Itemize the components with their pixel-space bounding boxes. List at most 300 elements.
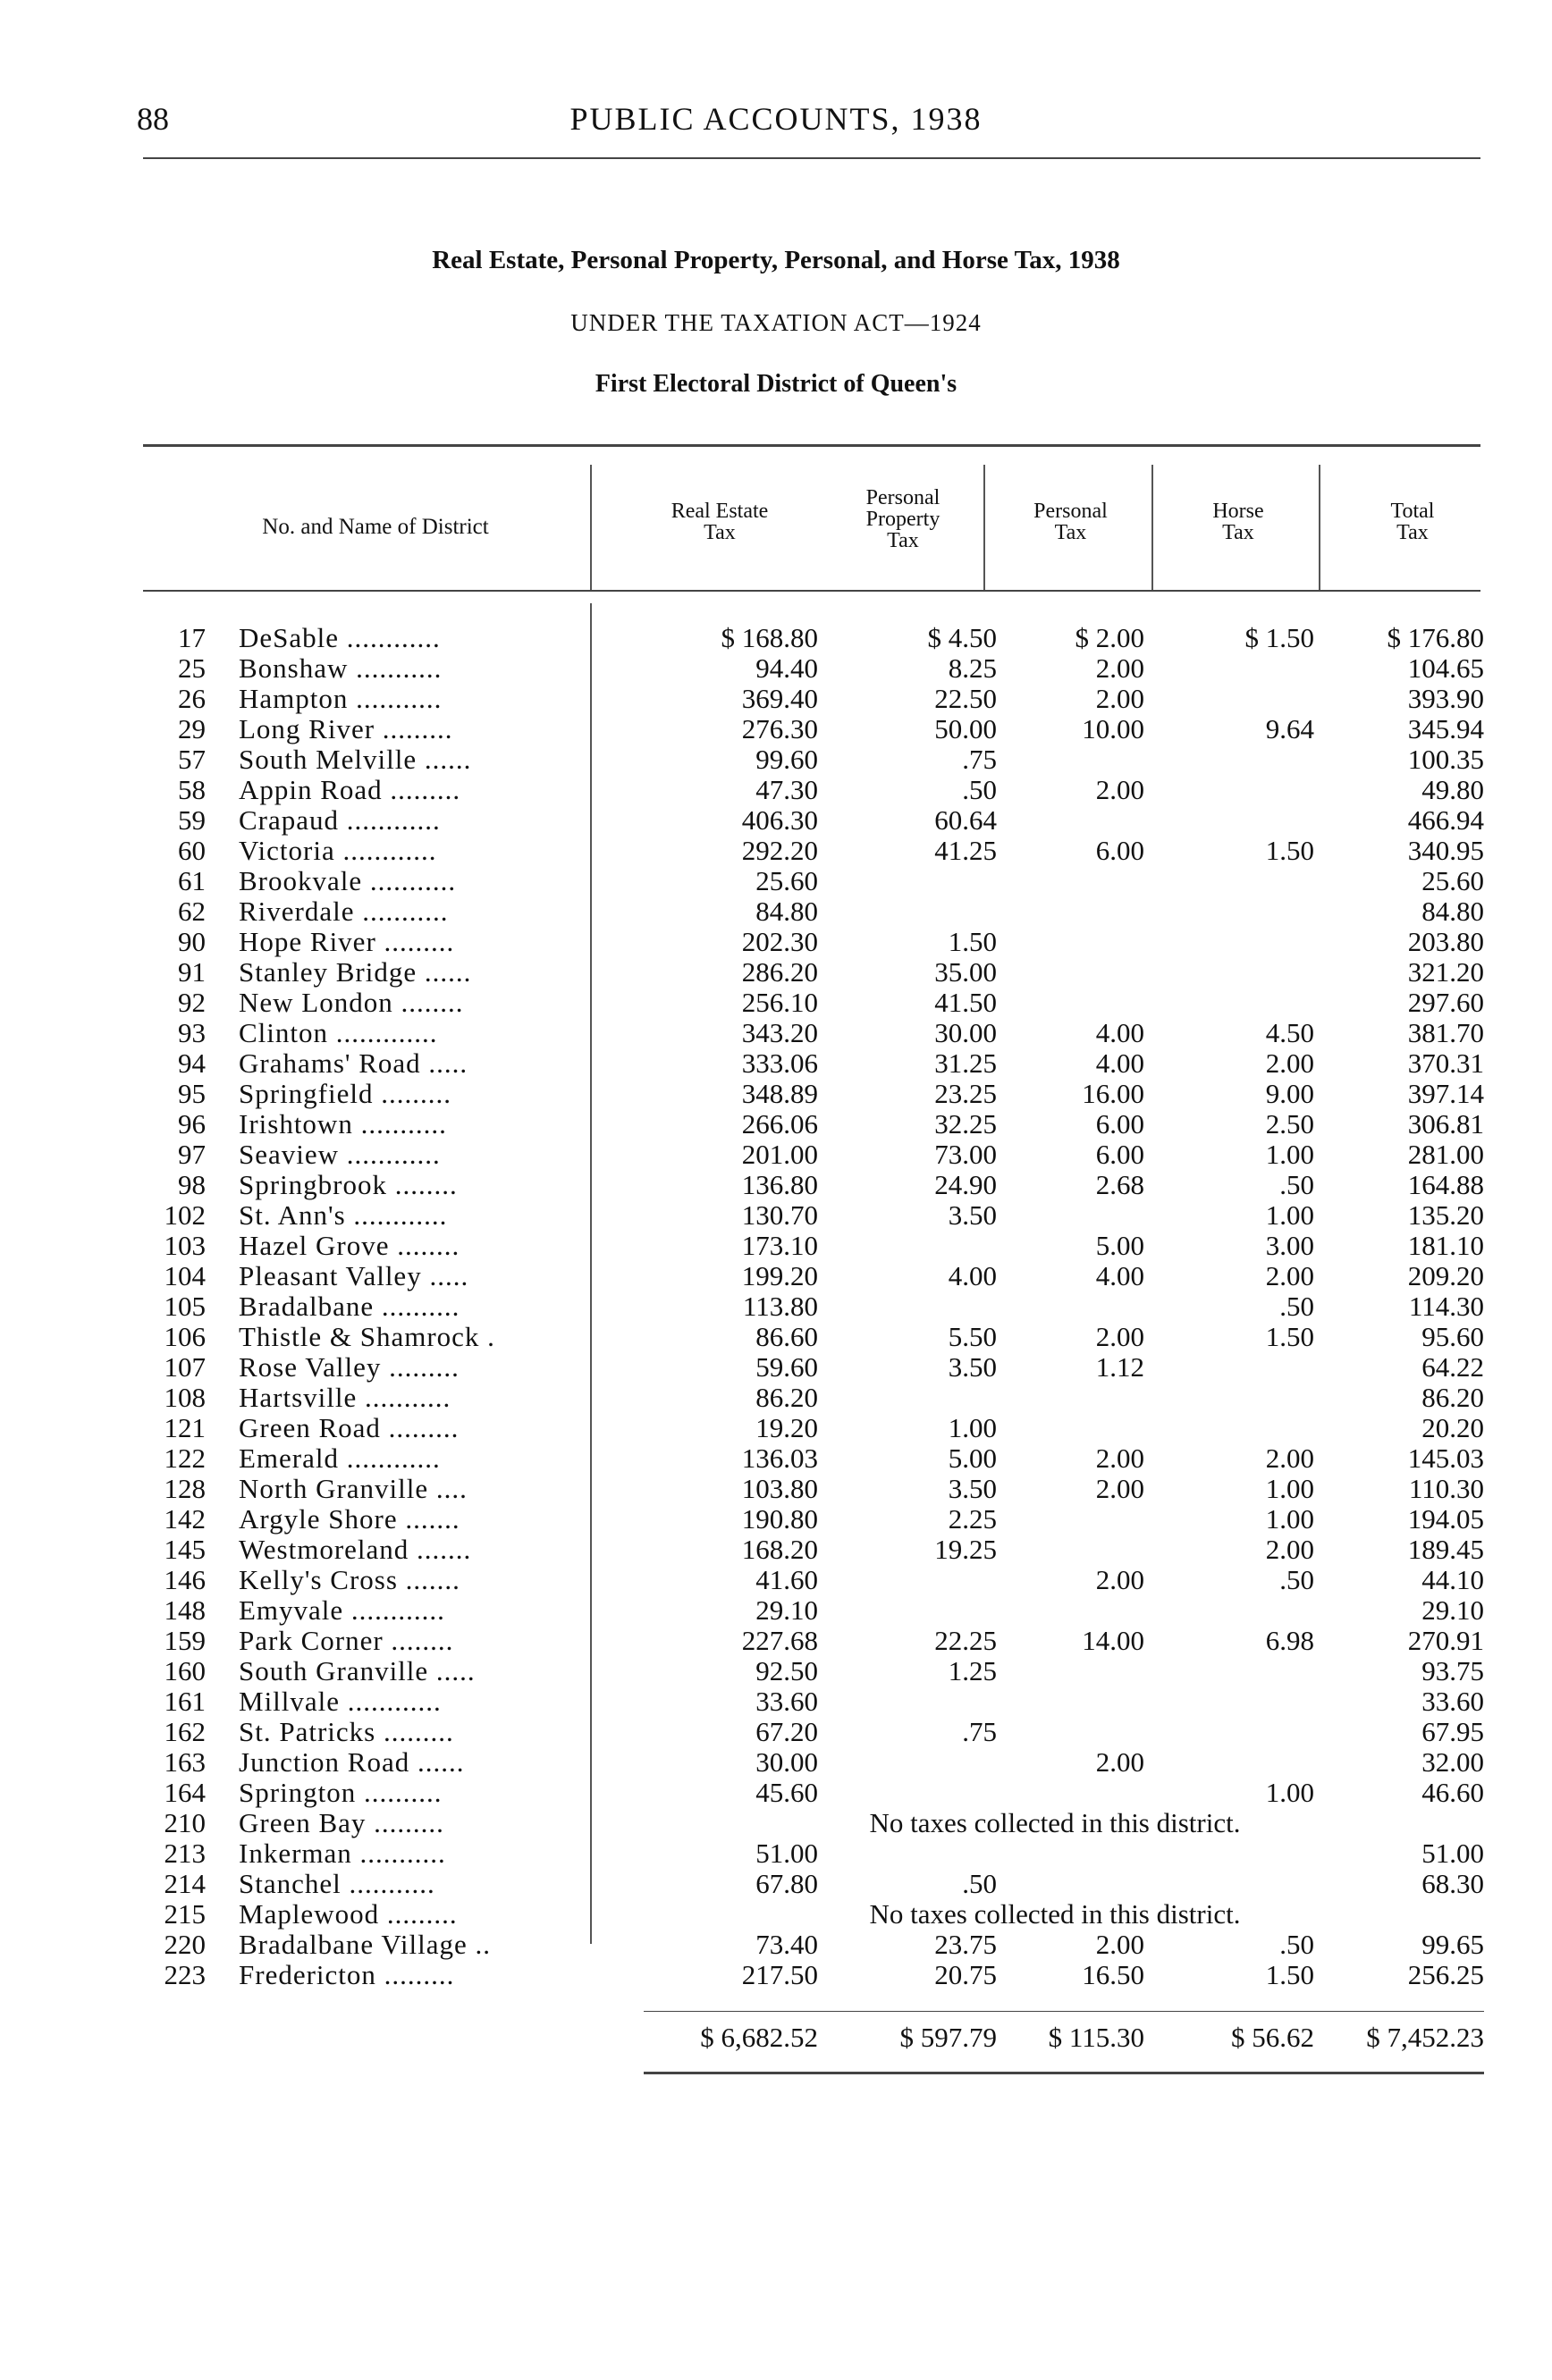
real-estate-tax: 33.60 (755, 1686, 818, 1717)
district-name: DeSable ............ (239, 623, 441, 653)
real-estate-tax: $ 168.80 (721, 622, 818, 653)
district-name: Inkerman ........... (239, 1838, 446, 1869)
real-estate-tax: 136.80 (741, 1169, 818, 1200)
district-name: Emerald ............ (239, 1443, 441, 1474)
total-tax: 194.05 (1407, 1503, 1484, 1535)
horse-tax: 2.00 (1265, 1260, 1314, 1291)
personal-property-tax: .75 (962, 744, 997, 775)
personal-property-tax: $ 4.50 (927, 622, 997, 653)
district-title: First Electoral District of Queen's (595, 370, 957, 398)
district-number: 92 (178, 987, 206, 1018)
district-name: Riverdale ........... (239, 896, 449, 927)
table-row (0, 1443, 1552, 1474)
total-tax: 256.25 (1407, 1959, 1484, 1990)
header-horse: Horse Tax (1212, 500, 1264, 544)
total-tax: 270.91 (1407, 1625, 1484, 1656)
total-tax: 306.81 (1407, 1108, 1484, 1140)
district-number: 105 (164, 1291, 206, 1322)
header-real-estate: Real Estate Tax (671, 500, 769, 544)
personal-property-tax: 1.25 (948, 1655, 997, 1686)
real-estate-tax: 94.40 (755, 652, 818, 684)
district-name: Rose Valley ......... (239, 1352, 460, 1383)
header-personal-property: Personal Property Tax (865, 486, 940, 552)
personal-property-tax: 41.50 (934, 987, 997, 1018)
no-taxes-note: No taxes collected in this district. (869, 1898, 1241, 1930)
horse-tax: 9.64 (1265, 713, 1314, 744)
district-name: Green Road ......... (239, 1413, 460, 1443)
table-row (0, 1869, 1552, 1899)
real-estate-tax: 99.60 (755, 744, 818, 775)
page-header (0, 100, 1552, 145)
table-row (0, 1291, 1552, 1322)
total-tax: 281.00 (1407, 1139, 1484, 1170)
personal-property-tax: 35.00 (934, 956, 997, 988)
district-number: 59 (178, 804, 206, 836)
horse-tax: 9.00 (1265, 1078, 1314, 1109)
total-tax: 64.22 (1421, 1351, 1484, 1383)
personal-tax: 2.00 (1095, 1442, 1144, 1474)
real-estate-tax: 227.68 (741, 1625, 818, 1656)
table-row (0, 1079, 1552, 1109)
district-number: 90 (178, 926, 206, 957)
table-row (0, 1717, 1552, 1747)
table-row (0, 1261, 1552, 1291)
total-tax: 51.00 (1421, 1838, 1484, 1869)
district-number: 163 (164, 1746, 206, 1778)
horse-tax: 1.50 (1265, 835, 1314, 866)
district-name: Green Bay ......... (239, 1808, 444, 1838)
personal-property-tax: 1.00 (948, 1412, 997, 1443)
total-tax: 93.75 (1421, 1655, 1484, 1686)
column-rule (1319, 465, 1320, 590)
real-estate-tax: 333.06 (741, 1047, 818, 1079)
personal-property-tax: .50 (962, 774, 997, 805)
horse-tax: .50 (1279, 1291, 1314, 1322)
total-personal: $ 115.30 (1048, 2022, 1144, 2053)
total-tax: 297.60 (1407, 987, 1484, 1018)
district-number: 145 (164, 1534, 206, 1565)
district-name: Grahams' Road ..... (239, 1048, 468, 1079)
table-row (0, 1899, 1552, 1930)
real-estate-tax: 190.80 (741, 1503, 818, 1535)
district-name: Stanchel ........... (239, 1869, 435, 1899)
table-row (0, 1656, 1552, 1686)
real-estate-tax: 173.10 (741, 1230, 818, 1261)
district-number: 108 (164, 1382, 206, 1413)
horse-tax: 1.00 (1265, 1503, 1314, 1535)
total-tax: 203.80 (1407, 926, 1484, 957)
district-number: 58 (178, 774, 206, 805)
horse-tax: 1.00 (1265, 1473, 1314, 1504)
personal-property-tax: 3.50 (948, 1473, 997, 1504)
district-number: 148 (164, 1594, 206, 1626)
horse-tax: 1.00 (1265, 1199, 1314, 1231)
real-estate-tax: 92.50 (755, 1655, 818, 1686)
table-row (0, 805, 1552, 836)
real-estate-tax: 29.10 (755, 1594, 818, 1626)
personal-property-tax: 24.90 (934, 1169, 997, 1200)
real-estate-tax: 45.60 (755, 1777, 818, 1808)
district-name: North Granville .... (239, 1474, 468, 1504)
table-row (0, 1808, 1552, 1838)
real-estate-tax: 292.20 (741, 835, 818, 866)
table-top-rule (143, 444, 1480, 447)
district-number: 223 (164, 1959, 206, 1990)
table-row (0, 623, 1552, 653)
total-tax: 397.14 (1407, 1078, 1484, 1109)
district-name: Springton .......... (239, 1778, 443, 1808)
personal-property-tax: .50 (962, 1868, 997, 1899)
table-row (0, 1200, 1552, 1231)
personal-tax: 16.50 (1082, 1959, 1144, 1990)
district-number: 161 (164, 1686, 206, 1717)
real-estate-tax: 41.60 (755, 1564, 818, 1595)
real-estate-tax: 286.20 (741, 956, 818, 988)
table-row (0, 1231, 1552, 1261)
total-real-estate: $ 6,682.52 (700, 2022, 818, 2053)
district-number: 107 (164, 1351, 206, 1383)
table-row (0, 684, 1552, 714)
total-tax: 84.80 (1421, 896, 1484, 927)
district-number: 104 (164, 1260, 206, 1291)
column-rule (590, 465, 592, 590)
district-name: Hazel Grove ........ (239, 1231, 460, 1261)
personal-property-tax: 22.50 (934, 683, 997, 714)
real-estate-tax: 113.80 (742, 1291, 818, 1322)
table-body (0, 623, 1552, 1990)
table-row (0, 1960, 1552, 1990)
total-tax: 29.10 (1421, 1594, 1484, 1626)
table-row (0, 1383, 1552, 1413)
district-name: Argyle Shore ....... (239, 1504, 460, 1535)
district-number: 121 (164, 1412, 206, 1443)
total-tax: 95.60 (1421, 1321, 1484, 1352)
district-name: St. Patricks ......... (239, 1717, 454, 1747)
total-tax: 49.80 (1421, 774, 1484, 805)
personal-tax: 4.00 (1095, 1017, 1144, 1048)
district-number: 164 (164, 1777, 206, 1808)
total-horse: $ 56.62 (1231, 2022, 1314, 2053)
column-rule (1151, 465, 1153, 590)
district-name: South Melville ...... (239, 744, 472, 775)
personal-tax: 2.00 (1095, 1321, 1144, 1352)
total-tax: 189.45 (1407, 1534, 1484, 1565)
real-estate-tax: 266.06 (741, 1108, 818, 1140)
personal-property-tax: 50.00 (934, 713, 997, 744)
real-estate-tax: 201.00 (741, 1139, 818, 1170)
header-name: No. and Name of District (262, 515, 489, 539)
personal-tax: 5.00 (1095, 1230, 1144, 1261)
total-tax: $ 176.80 (1387, 622, 1484, 653)
horse-tax: 2.50 (1265, 1108, 1314, 1140)
table-row (0, 957, 1552, 988)
personal-property-tax: 3.50 (948, 1199, 997, 1231)
district-name: Clinton ............. (239, 1018, 438, 1048)
table-row (0, 1778, 1552, 1808)
total-tax: 209.20 (1407, 1260, 1484, 1291)
total-tax: 370.31 (1407, 1047, 1484, 1079)
real-estate-tax: 276.30 (741, 713, 818, 744)
personal-property-tax: 41.25 (934, 835, 997, 866)
total-tax: 164.88 (1407, 1169, 1484, 1200)
horse-tax: .50 (1279, 1169, 1314, 1200)
real-estate-tax: 348.89 (741, 1078, 818, 1109)
horse-tax: 1.00 (1265, 1777, 1314, 1808)
personal-tax: 2.00 (1095, 1473, 1144, 1504)
table-row (0, 988, 1552, 1018)
total-tax: 86.20 (1421, 1382, 1484, 1413)
district-name: Seaview ............ (239, 1140, 441, 1170)
district-name: South Granville ..... (239, 1656, 476, 1686)
district-number: 57 (178, 744, 206, 775)
table-row (0, 775, 1552, 805)
table-subtitle: UNDER THE TAXATION ACT—1924 (570, 309, 982, 336)
personal-property-tax: 30.00 (934, 1017, 997, 1048)
district-number: 26 (178, 683, 206, 714)
district-number: 102 (164, 1199, 206, 1231)
district-number: 103 (164, 1230, 206, 1261)
real-estate-tax: 202.30 (741, 926, 818, 957)
horse-tax: 4.50 (1265, 1017, 1314, 1048)
personal-property-tax: 22.25 (934, 1625, 997, 1656)
personal-property-tax: 5.00 (948, 1442, 997, 1474)
district-number: 162 (164, 1716, 206, 1747)
personal-tax: 10.00 (1082, 713, 1144, 744)
personal-property-tax: 5.50 (948, 1321, 997, 1352)
horse-tax: 2.00 (1265, 1047, 1314, 1079)
district-number: 159 (164, 1625, 206, 1656)
personal-property-tax: 3.50 (948, 1351, 997, 1383)
table-row (0, 836, 1552, 866)
real-estate-tax: 369.40 (741, 683, 818, 714)
real-estate-tax: 343.20 (741, 1017, 818, 1048)
total-tax: 135.20 (1407, 1199, 1484, 1231)
table-row (0, 1413, 1552, 1443)
district-number: 122 (164, 1442, 206, 1474)
total-tax: 33.60 (1421, 1686, 1484, 1717)
district-name: Junction Road ...... (239, 1747, 465, 1778)
personal-tax: 2.00 (1095, 774, 1144, 805)
table-row (0, 1018, 1552, 1048)
personal-property-tax: 2.25 (948, 1503, 997, 1535)
total-tax: 68.30 (1421, 1868, 1484, 1899)
personal-property-tax: 23.75 (934, 1929, 997, 1960)
real-estate-tax: 256.10 (741, 987, 818, 1018)
table-row (0, 1474, 1552, 1504)
total-tax: 25.60 (1421, 865, 1484, 896)
district-name: Long River ......... (239, 714, 453, 744)
total-tax: 181.10 (1407, 1230, 1484, 1261)
total-tax: 321.20 (1407, 956, 1484, 988)
personal-property-tax: 60.64 (934, 804, 997, 836)
district-name: Westmoreland ....... (239, 1535, 472, 1565)
total-tax: 340.95 (1407, 835, 1484, 866)
district-name: Millvale ............ (239, 1686, 442, 1717)
personal-tax: 1.12 (1095, 1351, 1144, 1383)
table-row (0, 1930, 1552, 1960)
table-row (0, 714, 1552, 744)
total-personal-property: $ 597.79 (899, 2022, 997, 2053)
horse-tax: 1.00 (1265, 1139, 1314, 1170)
district-name: Appin Road ......... (239, 775, 461, 805)
table-row (0, 744, 1552, 775)
header-bottom-rule (143, 590, 1480, 592)
real-estate-tax: 168.20 (741, 1534, 818, 1565)
table-row (0, 1322, 1552, 1352)
header-total: Total Tax (1390, 500, 1435, 544)
real-estate-tax: 25.60 (755, 865, 818, 896)
total-tax: 110.30 (1408, 1473, 1484, 1504)
district-number: 17 (178, 622, 206, 653)
personal-property-tax: 4.00 (948, 1260, 997, 1291)
total-tax: 20.20 (1421, 1412, 1484, 1443)
district-name: Hartsville ........... (239, 1383, 451, 1413)
horse-tax: 1.50 (1265, 1959, 1314, 1990)
table-row (0, 1626, 1552, 1656)
personal-tax: 4.00 (1095, 1260, 1144, 1291)
table-row (0, 1595, 1552, 1626)
horse-tax: 6.98 (1265, 1625, 1314, 1656)
district-name: Springfield ......... (239, 1079, 451, 1109)
personal-property-tax: 1.50 (948, 926, 997, 957)
real-estate-tax: 217.50 (741, 1959, 818, 1990)
district-name: Hampton ........... (239, 684, 443, 714)
district-name: Irishtown ........... (239, 1109, 447, 1140)
district-name: New London ........ (239, 988, 464, 1018)
district-name: Hope River ......... (239, 927, 455, 957)
district-number: 91 (178, 956, 206, 988)
totals-bottom-rule (644, 2072, 1484, 2074)
district-number: 214 (164, 1868, 206, 1899)
personal-property-tax: 32.25 (934, 1108, 997, 1140)
table-row (0, 1838, 1552, 1869)
district-number: 96 (178, 1108, 206, 1140)
total-tax: 145.03 (1407, 1442, 1484, 1474)
total-tax: 44.10 (1421, 1564, 1484, 1595)
personal-tax: 2.00 (1095, 1746, 1144, 1778)
district-number: 106 (164, 1321, 206, 1352)
personal-tax: 2.00 (1095, 1929, 1144, 1960)
district-number: 25 (178, 652, 206, 684)
horse-tax: 1.50 (1265, 1321, 1314, 1352)
total-tax: 114.30 (1408, 1291, 1484, 1322)
table-row (0, 866, 1552, 896)
table-row (0, 1140, 1552, 1170)
table-row (0, 1535, 1552, 1565)
table-row (0, 1109, 1552, 1140)
page-number: 88 (137, 101, 169, 137)
real-estate-tax: 67.20 (755, 1716, 818, 1747)
district-name: Maplewood ......... (239, 1899, 458, 1930)
district-number: 97 (178, 1139, 206, 1170)
district-number: 128 (164, 1473, 206, 1504)
real-estate-tax: 86.60 (755, 1321, 818, 1352)
district-number: 94 (178, 1047, 206, 1079)
district-name: Pleasant Valley ..... (239, 1261, 469, 1291)
real-estate-tax: 73.40 (755, 1929, 818, 1960)
personal-tax: 16.00 (1082, 1078, 1144, 1109)
district-name: Crapaud ............ (239, 805, 441, 836)
district-name: Stanley Bridge ...... (239, 957, 472, 988)
district-name: Brookvale ........... (239, 866, 457, 896)
table-row (0, 1048, 1552, 1079)
table-row (0, 1504, 1552, 1535)
district-name: Bradalbane .......... (239, 1291, 460, 1322)
district-name: Bonshaw ........... (239, 653, 443, 684)
district-number: 60 (178, 835, 206, 866)
district-number: 62 (178, 896, 206, 927)
total-tax: 99.65 (1421, 1929, 1484, 1960)
table-row (0, 1352, 1552, 1383)
total-tax: 100.35 (1407, 744, 1484, 775)
district-number: 93 (178, 1017, 206, 1048)
district-name: Park Corner ........ (239, 1626, 454, 1656)
table-row (0, 653, 1552, 684)
table-row (0, 1747, 1552, 1778)
total-tax: 345.94 (1407, 713, 1484, 744)
header-rule (143, 157, 1480, 159)
real-estate-tax: 86.20 (755, 1382, 818, 1413)
real-estate-tax: 199.20 (741, 1260, 818, 1291)
personal-tax: $ 2.00 (1075, 622, 1144, 653)
no-taxes-note: No taxes collected in this district. (869, 1807, 1241, 1838)
personal-property-tax: 8.25 (948, 652, 997, 684)
district-name: Fredericton ......... (239, 1960, 455, 1990)
real-estate-tax: 406.30 (741, 804, 818, 836)
district-number: 215 (164, 1898, 206, 1930)
personal-property-tax: 20.75 (934, 1959, 997, 1990)
personal-property-tax: 23.25 (934, 1078, 997, 1109)
total-tax: 104.65 (1407, 652, 1484, 684)
district-name: Kelly's Cross ....... (239, 1565, 460, 1595)
total-tax: 67.95 (1421, 1716, 1484, 1747)
personal-property-tax: 31.25 (934, 1047, 997, 1079)
personal-property-tax: 73.00 (934, 1139, 997, 1170)
district-name: Springbrook ........ (239, 1170, 458, 1200)
table-title: Real Estate, Personal Property, Personal, and Horse Tax, 1938 (432, 246, 1120, 274)
table-row (0, 927, 1552, 957)
personal-tax: 2.00 (1095, 652, 1144, 684)
real-estate-tax: 136.03 (741, 1442, 818, 1474)
real-estate-tax: 59.60 (755, 1351, 818, 1383)
real-estate-tax: 84.80 (755, 896, 818, 927)
personal-tax: 6.00 (1095, 1108, 1144, 1140)
personal-tax: 2.00 (1095, 1564, 1144, 1595)
total-tax: 466.94 (1407, 804, 1484, 836)
horse-tax: 2.00 (1265, 1534, 1314, 1565)
table-row (0, 1686, 1552, 1717)
district-name: Bradalbane Village .. (239, 1930, 491, 1960)
total-tax: 393.90 (1407, 683, 1484, 714)
real-estate-tax: 103.80 (741, 1473, 818, 1504)
personal-tax: 14.00 (1082, 1625, 1144, 1656)
horse-tax: .50 (1279, 1929, 1314, 1960)
district-number: 95 (178, 1078, 206, 1109)
district-name: St. Ann's ............ (239, 1200, 448, 1231)
district-name: Victoria ............ (239, 836, 437, 866)
real-estate-tax: 30.00 (755, 1746, 818, 1778)
horse-tax: $ 1.50 (1244, 622, 1314, 653)
district-number: 61 (178, 865, 206, 896)
district-number: 29 (178, 713, 206, 744)
real-estate-tax: 51.00 (755, 1838, 818, 1869)
district-name: Emyvale ............ (239, 1595, 445, 1626)
real-estate-tax: 19.20 (755, 1412, 818, 1443)
district-number: 210 (164, 1807, 206, 1838)
totals-row (0, 2022, 1552, 2057)
personal-property-tax: 19.25 (934, 1534, 997, 1565)
total-tax: 46.60 (1421, 1777, 1484, 1808)
